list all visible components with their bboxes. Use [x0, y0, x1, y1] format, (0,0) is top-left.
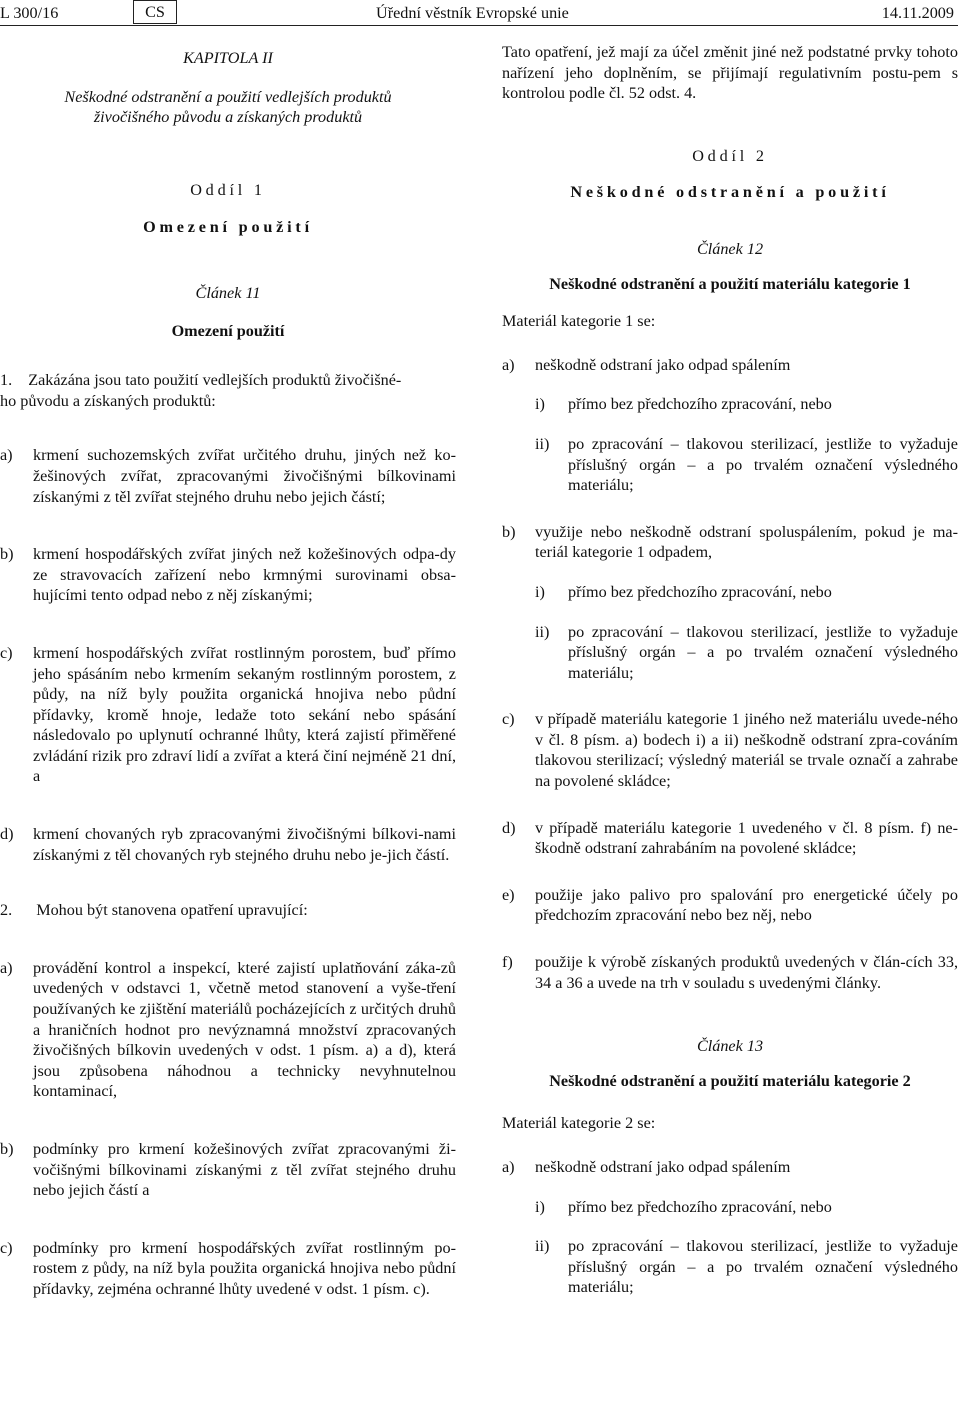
list-item	[502, 1157, 958, 1178]
page-number: L 300/16	[0, 4, 59, 22]
sub-item-text: přímo bez předchozího zpracování, nebo	[568, 582, 832, 601]
list-item	[0, 643, 456, 787]
paragraph-2-number: 2.	[0, 901, 13, 920]
sub-item-label: ii)	[535, 434, 550, 453]
item-label: a)	[0, 958, 13, 977]
sub-item-label: i)	[535, 395, 545, 414]
list-item	[502, 709, 958, 791]
item-text: použije k výrobě získaných produktů uvedených v člán-cích 33, 34 a 36 a uvede na trh v souladu s uvedenými články.	[535, 953, 958, 992]
list-item	[0, 544, 456, 606]
list-item	[502, 885, 958, 926]
article-12-lead: Materiál kategorie 1 se:	[502, 312, 656, 331]
item-label: d)	[502, 818, 516, 837]
item-label: c)	[0, 643, 13, 662]
item-text: použije jako palivo pro spalování pro energetické účely po předchozím zpracování nebo bez něj, nebo	[535, 885, 958, 925]
item-text: v případě materiálu kategorie 1 uvedeného v čl. 8 písm. f) ne-škodně odstraní zahrabáním na povolené skládce;	[535, 818, 958, 858]
paragraph-2	[0, 900, 456, 921]
sub-item-text: po zpracování – tlakovou sterilizací, jestliže to vyžaduje příslušný orgán – a po trvalém označení výsledného materiálu;	[568, 1237, 958, 1297]
section-title: Omezení použití	[143, 218, 313, 237]
item-text: krmení hospodářských zvířat rostlinným porostem, buď přímo jeho spásáním nebo krmením sekaným rostlinným porostem, z půdy, na níž byly použita organická hnojiva nebo půdní přídavky, kromě hnoje, ledaže toto sekání nebo spásání následovalo po uplynutí ochranné lhůty, která zajistí přiměřené zvládání rizik pro zdraví lidí a zvířat a která činí nejméně 21 dní, a	[33, 643, 456, 786]
article-13-title: Neškodné odstranění a použití materiálu kategorie 2	[549, 1071, 911, 1090]
item-text: neškodně odstraní jako odpad spálením	[535, 355, 791, 374]
section-title: Neškodné odstranění a použití	[570, 183, 890, 202]
paragraph-1-number: 1.	[0, 371, 13, 390]
item-label: f)	[502, 953, 513, 972]
paragraph-2-text: Mohou být stanovena opatření upravující:	[36, 901, 308, 920]
sub-item-text: přímo bez předchozího zpracování, nebo	[568, 395, 832, 414]
item-text: krmení hospodářských zvířat jiných než kožešinových odpa-dy ze stravovacích zařízení nebo krmnými surovinami obsa-hujícími tento odpad nebo z něj získanými;	[33, 545, 456, 605]
publication-date: 14.11.2009	[881, 4, 954, 22]
sub-item	[502, 434, 958, 496]
header-rule	[0, 25, 958, 26]
item-label: d)	[0, 825, 14, 844]
language-badge: CS	[133, 0, 177, 24]
paragraph-1-text-b: ho původu a získaných produktů:	[0, 391, 216, 410]
sub-item	[502, 622, 958, 684]
list-item	[0, 1238, 456, 1300]
item-label: b)	[0, 545, 14, 564]
chapter-title-line-1: Neškodné odstranění a použití vedlejších produktů	[64, 87, 392, 106]
list-item	[0, 445, 456, 507]
section-number: Oddíl 1	[190, 180, 266, 199]
item-label: a)	[502, 355, 515, 374]
left-column	[0, 38, 456, 1300]
section-number: Oddíl 2	[692, 146, 768, 165]
sub-item-label: i)	[535, 582, 545, 601]
article-number: Článek 11	[195, 283, 261, 302]
item-text: neškodně odstraní jako odpad spálením	[535, 1158, 791, 1176]
item-label: c)	[0, 1238, 13, 1257]
article-12-title: Neškodné odstranění a použití materiálu kategorie 1	[549, 274, 911, 293]
item-text: krmení chovaných ryb zpracovanými živočišnými bílkovi-nami získanými z těl chovaných ryb stejného druhu nebo je-jich částí.	[33, 825, 456, 864]
chapter-number: KAPITOLA II	[183, 49, 273, 67]
sub-item	[502, 582, 958, 603]
article-13-number: Článek 13	[696, 1037, 764, 1056]
list-item	[0, 1139, 456, 1201]
sub-item-label: ii)	[535, 1237, 550, 1256]
item-label: e)	[502, 885, 515, 904]
paragraph-1-text-a: Zakázána jsou tato použití vedlejších produktů živočišné-	[28, 371, 402, 390]
item-label: b)	[0, 1140, 14, 1158]
sub-item-text: po zpracování – tlakovou sterilizací, jestliže to vyžaduje příslušný orgán – a po trvalém označení výsledného materiálu;	[568, 434, 958, 495]
article-13-lead: Materiál kategorie 2 se:	[502, 1114, 656, 1133]
list-item	[502, 522, 958, 563]
paragraph-1	[0, 370, 456, 411]
item-label: a)	[502, 1158, 515, 1176]
sub-item	[502, 1197, 958, 1218]
sub-item	[502, 1236, 958, 1298]
list-item	[502, 952, 958, 993]
page-header	[0, 0, 960, 26]
item-text: využije nebo neškodně odstraní spoluspálením, pokud je ma-teriál kategorie 1 odpadem,	[535, 522, 958, 562]
article-12-number: Článek 12	[696, 239, 764, 258]
article-title: Omezení použití	[171, 321, 285, 340]
item-text: podmínky pro krmení hospodářských zvířat rostlinným po-rostem z půdy, na níž byla použita organická hnojiva nebo půdní přídavky, zejména ochranné lhůty uvedené v odst. 1 písm. c).	[33, 1238, 456, 1298]
item-label: b)	[502, 522, 516, 541]
item-label: a)	[0, 446, 13, 465]
sub-item-label: ii)	[535, 622, 550, 641]
sub-item	[502, 394, 958, 415]
list-item	[0, 958, 456, 1102]
sub-item-text: po zpracování – tlakovou sterilizací, jestliže to vyžaduje příslušný orgán – a po trvalém označení výsledného materiálu;	[568, 622, 958, 682]
sub-item-text: přímo bez předchozího zpracování, nebo	[568, 1197, 832, 1216]
list-item	[0, 824, 456, 865]
item-text: podmínky pro krmení kožešinových zvířat zpracovanými ži-vočišnými bílkovinami získanými z těl zvířat stejného druhu nebo jejich částí a	[33, 1140, 456, 1200]
sub-item-label: i)	[535, 1197, 545, 1216]
item-text: provádění kontrol a inspekcí, které zajistí uplatňování záka-zů uvedených v odstavci 1, včetně metod stanovení a vyše-tření používaných ke zjištění materiálů pocházejících z určitých druhů a hraničních hodnot pro nevýznamná množství zpracovaných živočišných bílkovin uvedených v odst. 1 písm. a) a d), která jsou způsobena náhodnou a technicky nevyhnutelnou kontaminací,	[33, 958, 456, 1101]
item-text: v případě materiálu kategorie 1 jiného než materiálu uvede-ného v čl. 8 písm. a) bodech i) a ii) neškodně odstraní zpra-cováním tlakovou sterilizací; výsledný materiál se trvale označí a zahrabe na povolené skládce;	[535, 710, 958, 791]
journal-title: Úřední věstník Evropské unie	[376, 4, 569, 22]
intro-paragraph: Tato opatření, jež mají za účel změnit jiné než podstatné prvky tohoto nařízení jeho doplněním, se přijímají regulativním postu-pem s kontrolou podle čl. 52 odst. 4.	[502, 43, 958, 103]
list-item	[502, 818, 958, 859]
item-text: krmení suchozemských zvířat určitého druhu, jiných než ko-žešinových zvířat, zpracovanými živočišnými bílkovinami získanými z těl zvířat stejného druhu nebo jejich částí;	[33, 446, 456, 506]
right-column	[502, 38, 958, 1298]
item-label: c)	[502, 710, 515, 729]
list-item	[502, 355, 958, 376]
chapter-title-line-2: živočišného původu a získaných produktů	[93, 108, 363, 127]
